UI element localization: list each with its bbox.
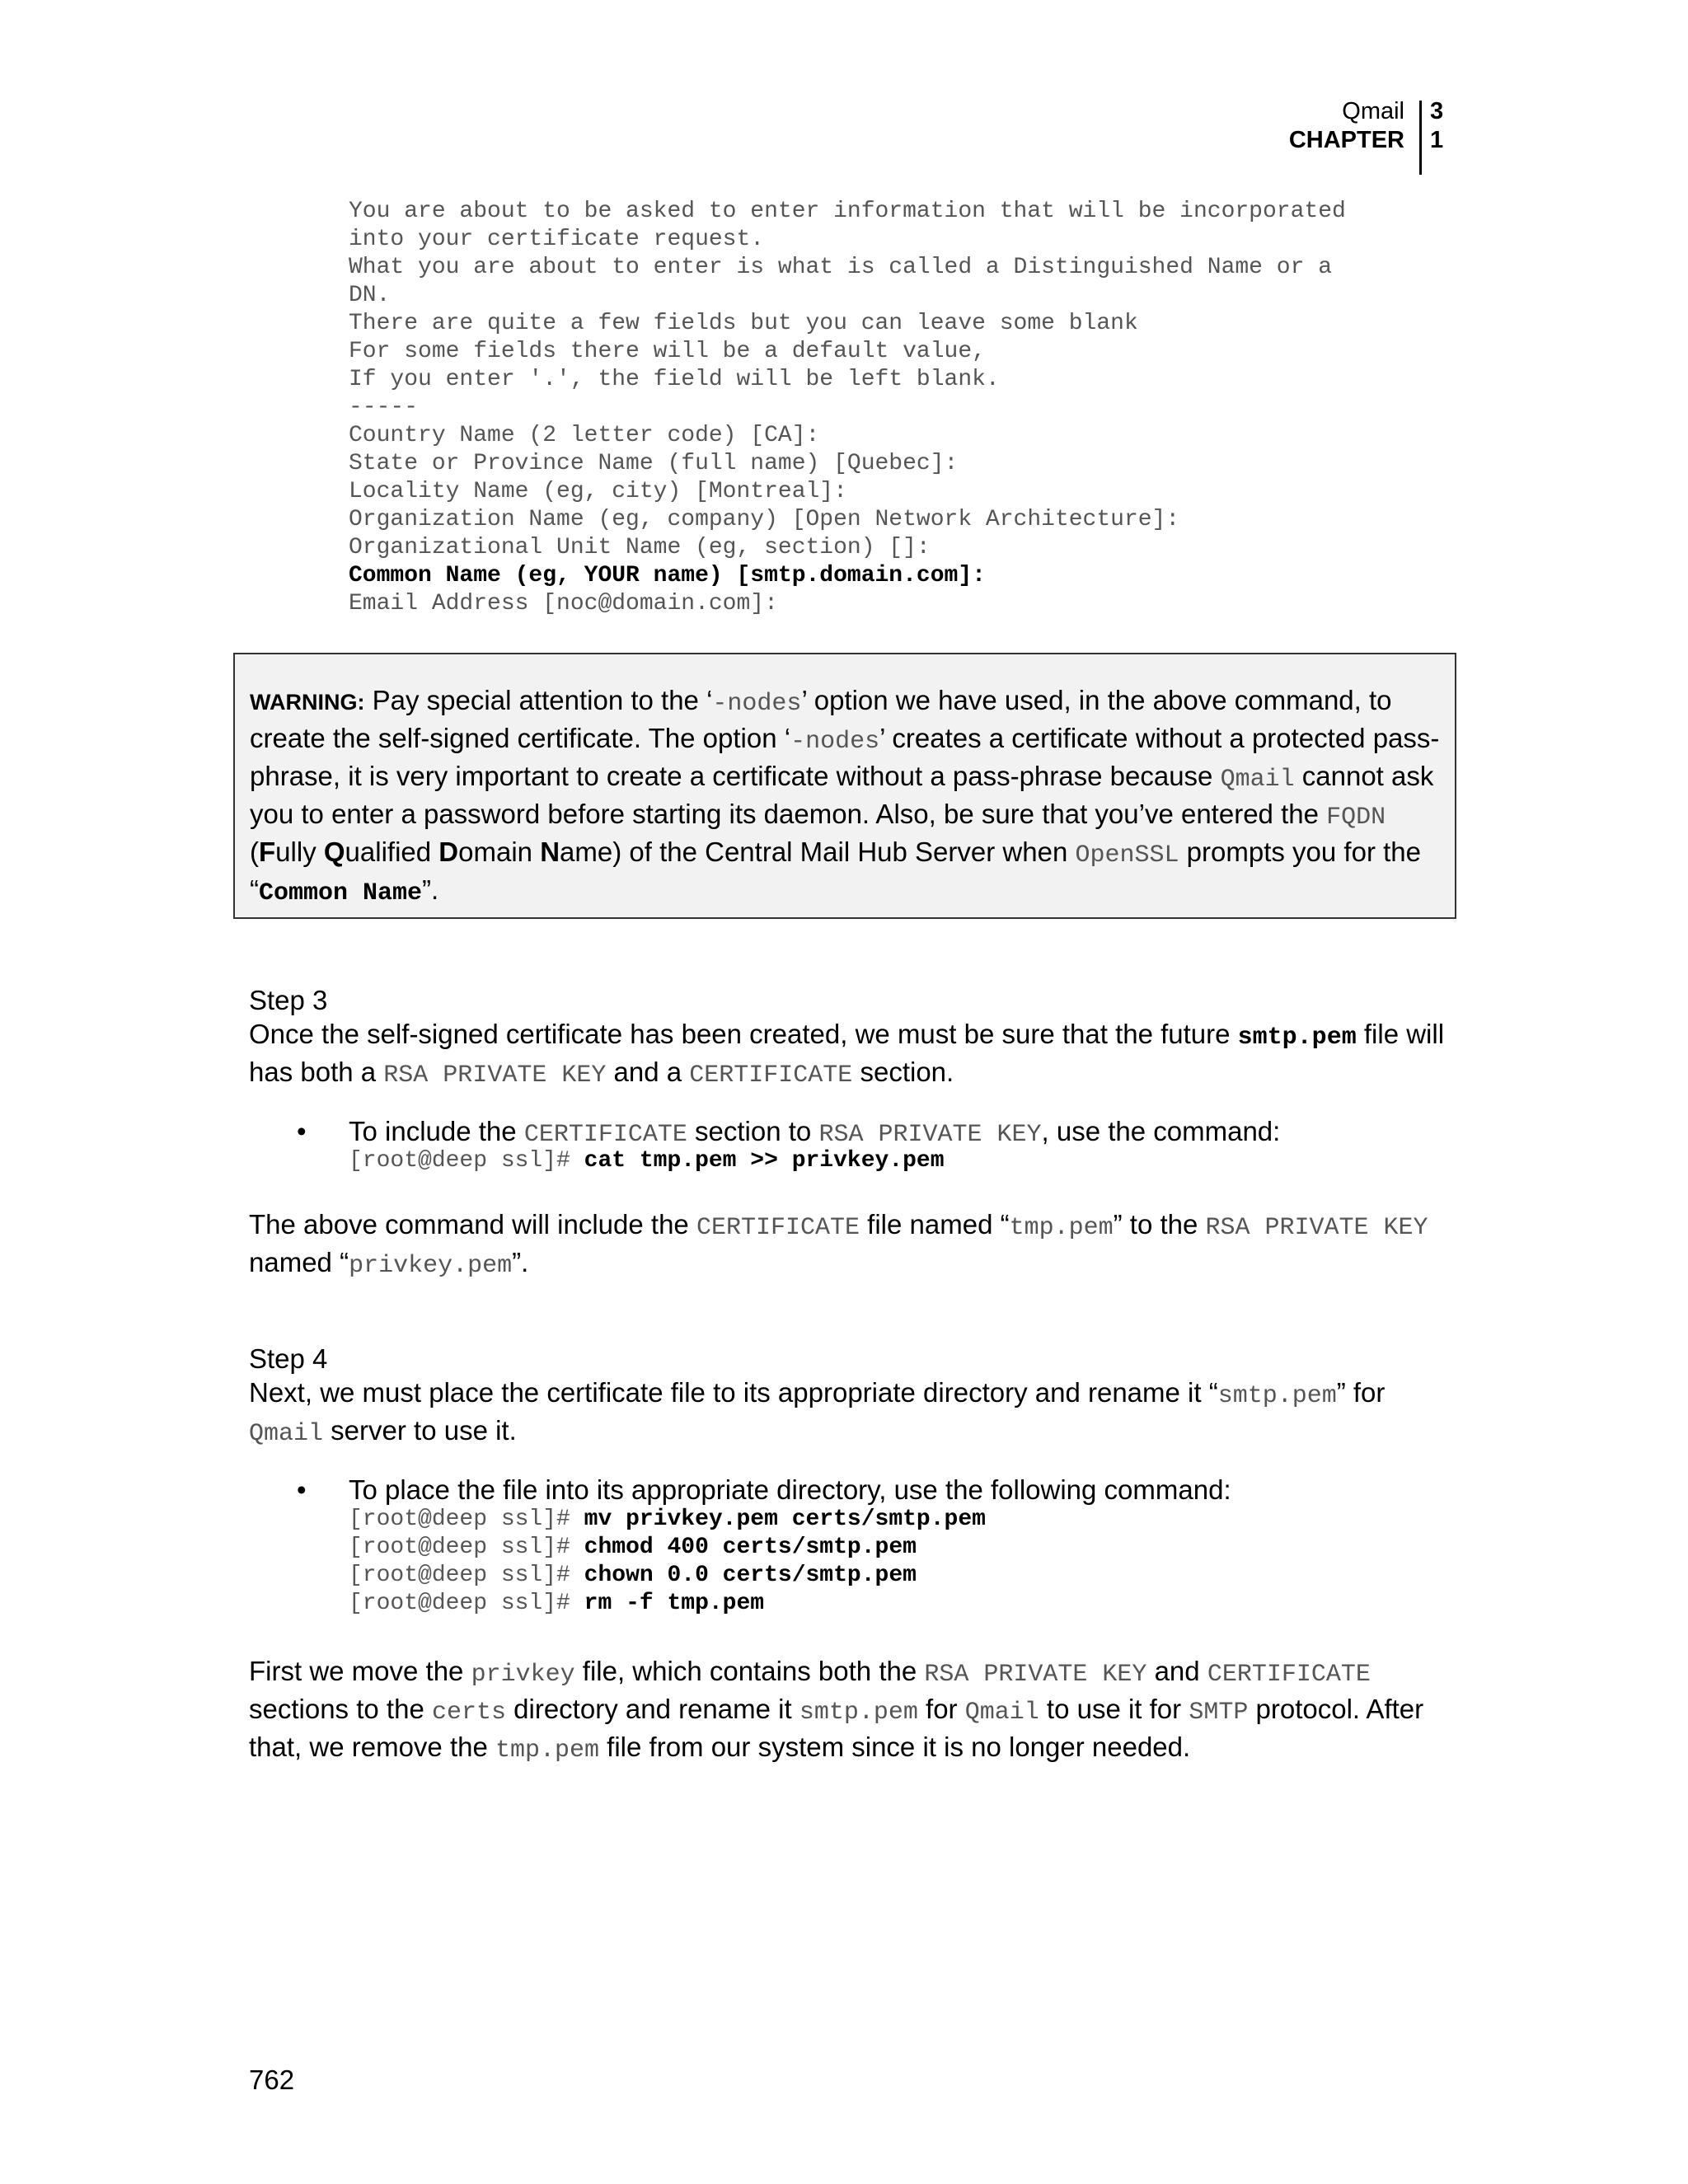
bullet-text: , use the command: (1041, 1116, 1281, 1146)
shell-prompt: [root@deep ssl]# (349, 1591, 584, 1616)
bullet-icon: • (297, 1474, 307, 1505)
command-line (349, 1506, 986, 1534)
step3-code-bold: smtp.pem (1237, 1024, 1357, 1052)
text: ” to the (1113, 1209, 1206, 1240)
warning-code: -nodes (712, 690, 802, 718)
code: CERTIFICATE (1207, 1661, 1371, 1689)
bullet-code: RSA PRIVATE KEY (818, 1121, 1042, 1149)
code: privkey (471, 1661, 575, 1689)
text: First we move the (249, 1656, 471, 1686)
step3-text: section. (852, 1057, 954, 1087)
code-line: DN. (349, 283, 391, 308)
step4-heading: Step 4 (249, 1343, 328, 1374)
step3-command-block (349, 1147, 945, 1175)
warning-code: Qmail (1220, 766, 1295, 794)
warning-text: ualified (345, 837, 439, 867)
code: SMTP (1189, 1699, 1249, 1727)
text: ”. (512, 1247, 529, 1277)
text: sections to the (249, 1694, 432, 1724)
warning-text: omain (458, 837, 541, 867)
warning-text: ully (275, 837, 324, 867)
code: RSA PRIVATE KEY (924, 1661, 1147, 1689)
text: and (1146, 1656, 1207, 1686)
step4-bullet-text: To place the file into its appropriate directory, use the following command: (349, 1474, 1231, 1505)
step4-text: ” for (1336, 1377, 1386, 1408)
warning-code: -nodes (790, 728, 880, 756)
warning-text: ( (250, 837, 259, 867)
code-line: Organizational Unit Name (eg, section) []: (349, 535, 931, 560)
bullet-text: To include the (349, 1116, 524, 1146)
code-line: For some fields there will be a default value, (349, 339, 986, 364)
warning-box (233, 653, 1456, 919)
step4-paragraph (249, 1342, 1452, 1451)
code-line: Organization Name (eg, company) [Open Network Architecture]: (349, 507, 1180, 532)
code: certs (431, 1699, 506, 1727)
warning-acronym-letter: N (540, 837, 560, 867)
step3-code: RSA PRIVATE KEY (383, 1062, 607, 1090)
step3-code: CERTIFICATE (689, 1062, 853, 1090)
bullet-icon: • (297, 1116, 307, 1146)
warning-code-bold: Common Name (259, 879, 423, 907)
bullet-code: CERTIFICATE (523, 1121, 687, 1149)
step4-body (249, 1376, 1452, 1451)
code: tmp.pem (1009, 1214, 1114, 1242)
warning-acronym-letter: F (259, 837, 276, 867)
warning-text: ”. (422, 874, 439, 905)
step3-text: file will has both a (249, 1019, 1445, 1087)
running-header (1289, 97, 1416, 155)
warning-text: prompts you for the “ (250, 837, 1421, 905)
code-line: Locality Name (eg, city) [Montreal]: (349, 479, 847, 504)
step4-text: server to use it. (323, 1415, 517, 1446)
text: directory and rename it (505, 1694, 799, 1724)
code: Qmail (964, 1699, 1039, 1727)
warning-label: WARNING: (250, 690, 365, 715)
text: protocol. After that, we remove the (249, 1694, 1424, 1762)
command-line (349, 1147, 945, 1175)
text: for (917, 1694, 965, 1724)
warning-acronym-letter: Q (323, 837, 345, 867)
code: RSA PRIVATE KEY (1205, 1214, 1428, 1242)
header-section-title: Qmail (1342, 98, 1404, 124)
step4-code: smtp.pem (1217, 1382, 1337, 1410)
code: tmp.pem (495, 1736, 600, 1765)
warning-text: cannot ask you to enter a password before starting its daemon. Also, be sure that you’ve entered the (250, 761, 1434, 829)
step4-command-block (349, 1506, 986, 1618)
text: file, which contains both the (574, 1656, 925, 1686)
code-line: There are quite a few fields but you can leave some blank (349, 311, 1138, 336)
warning-text: ’ creates a certificate without a protected pass-phrase, it is very important to create a certificate without a pass-phrase because (250, 723, 1440, 791)
text: to use it for (1039, 1694, 1189, 1724)
code-line: What you are about to enter is what is called a Distinguished Name or a (349, 255, 1332, 280)
step3-paragraph (249, 983, 1452, 1093)
header-chapter-label: CHAPTER (1288, 127, 1404, 153)
warning-code: OpenSSL (1075, 841, 1179, 869)
header-chapter-number-1: 3 (1430, 98, 1444, 124)
shell-command: chown 0.0 certs/smtp.pem (584, 1563, 917, 1588)
step3-text: and a (606, 1057, 690, 1087)
bullet-text: section to (687, 1116, 819, 1146)
page-number: 762 (249, 2064, 295, 2095)
shell-command: chmod 400 certs/smtp.pem (584, 1535, 917, 1560)
header-divider (1419, 101, 1422, 175)
warning-code: FQDN (1326, 804, 1386, 832)
code: privkey.pem (349, 1252, 513, 1280)
code: smtp.pem (799, 1699, 918, 1727)
warning-text: ’ option we have used, in the above command, to create the self-signed certificate. The option ‘ (250, 685, 1392, 753)
command-line (349, 1534, 986, 1562)
text: named “ (249, 1247, 349, 1277)
command-line (349, 1590, 986, 1618)
step4-text: Next, we must place the certificate file to its appropriate directory and rename it “ (249, 1377, 1218, 1408)
header-chapter-number (1430, 97, 1443, 155)
code-line-common-name: Common Name (eg, YOUR name) [smtp.domain.com]: (349, 563, 986, 588)
code: CERTIFICATE (696, 1214, 860, 1242)
shell-command: mv privkey.pem certs/smtp.pem (584, 1507, 986, 1532)
header-chapter-number-2: 1 (1430, 127, 1444, 153)
shell-command: rm -f tmp.pem (584, 1591, 765, 1616)
step3-after-paragraph (249, 1207, 1452, 1283)
step3-heading: Step 3 (249, 985, 328, 1015)
command-line (349, 1562, 986, 1590)
step3-body (249, 1017, 1452, 1093)
code-line: You are about to be asked to enter information that will be incorporated (349, 199, 1346, 224)
code-line: Email Address [noc@domain.com]: (349, 591, 778, 616)
text: file named “ (860, 1209, 1010, 1240)
code-line: into your certificate request. (349, 227, 765, 252)
code-line: If you enter '.', the field will be left blank. (349, 367, 1000, 392)
shell-prompt: [root@deep ssl]# (349, 1535, 584, 1560)
step3-text: Once the self-signed certificate has been created, we must be sure that the future (249, 1019, 1238, 1049)
step4-code: Qmail (249, 1420, 324, 1448)
step4-after-paragraph (249, 1654, 1452, 1768)
code-line: State or Province Name (full name) [Quebec]: (349, 451, 959, 476)
shell-prompt: [root@deep ssl]# (349, 1148, 584, 1174)
shell-prompt: [root@deep ssl]# (349, 1507, 584, 1532)
text: The above command will include the (249, 1209, 696, 1240)
code-line: ----- (349, 395, 419, 420)
shell-prompt: [root@deep ssl]# (349, 1563, 584, 1588)
warning-text: Pay special attention to the ‘ (364, 685, 713, 715)
code-line: Country Name (2 letter code) [CA]: (349, 423, 820, 448)
openssl-output-block (349, 198, 1346, 618)
warning-text: ame) of the Central Mail Hub Server when (560, 837, 1076, 867)
shell-command: cat tmp.pem >> privkey.pem (584, 1148, 945, 1174)
text: file from our system since it is no longer needed. (599, 1732, 1191, 1762)
warning-acronym-letter: D (438, 837, 459, 867)
